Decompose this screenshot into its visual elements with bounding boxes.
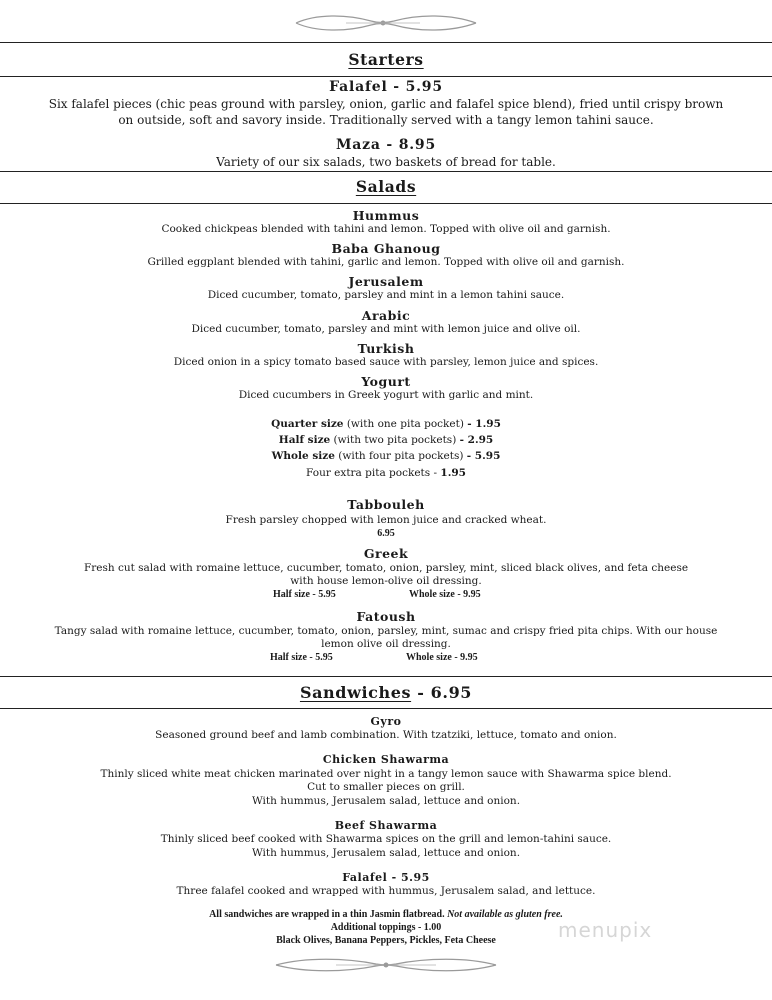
size-option-whole: Whole size (with four pita pockets) - 5.95 [271, 450, 501, 462]
item-desc-chicken-shawarma: With hummus, Jerusalem salad, lettuce and onion. [251, 795, 521, 807]
section-title-salads: Salads [355, 177, 417, 196]
bottom-ornament-icon [0, 954, 772, 980]
additional-toppings-list: Black Olives, Banana Peppers, Pickles, Feta Cheese [276, 935, 496, 946]
item-name-beef-shawarma: Beef Shawarma [334, 819, 438, 832]
item-name-gyro: Gyro [370, 715, 402, 728]
divider [0, 76, 772, 77]
item-desc-fatoush: lemon olive oil dressing. [321, 638, 451, 650]
item-name-arabic: Arabic [361, 308, 411, 323]
item-name-falafel-sandwich: Falafel - 5.95 [342, 871, 430, 884]
item-name-fatoush: Fatoush [356, 609, 416, 624]
item-desc-greek: Fresh cut salad with romaine lettuce, cucumber, tomato, onion, parsley, mint, sliced black olives, and feta cheese [83, 562, 689, 574]
item-name-greek: Greek [363, 546, 409, 561]
item-desc-turkish: Diced onion in a spicy tomato based sauce with parsley, lemon juice and spices. [173, 356, 599, 368]
item-desc-fatoush: Tangy salad with romaine lettuce, cucumber, tomato, onion, parsley, mint, sumac and crispy fried pita chips. With our house [54, 625, 718, 637]
divider [0, 676, 772, 677]
item-desc-beef-shawarma: With hummus, Jerusalem salad, lettuce and onion. [251, 847, 521, 859]
size-option-extra-pita: Four extra pita pockets - 1.95 [306, 467, 466, 479]
item-desc-hummus: Cooked chickpeas blended with tahini and lemon. Topped with olive oil and garnish. [161, 223, 611, 235]
item-price-greek-half: Half size - 5.95 [273, 589, 336, 600]
item-name-baba-ghanoug: Baba Ghanoug [331, 241, 441, 256]
section-title-sandwiches: Sandwiches - 6.95 [299, 683, 473, 702]
item-desc-baba-ghanoug: Grilled eggplant blended with tahini, garlic and lemon. Topped with olive oil and garnish. [147, 256, 625, 268]
top-ornament-icon [0, 12, 772, 38]
watermark: menupix [558, 918, 653, 942]
divider [0, 203, 772, 204]
item-desc-chicken-shawarma: Thinly sliced white meat chicken marinated over night in a tangy lemon sauce with Shawarma spice blend. [100, 768, 672, 780]
item-desc-falafel-sandwich: Three falafel cooked and wrapped with hummus, Jerusalem salad, and lettuce. [176, 885, 596, 897]
item-desc-jerusalem: Diced cucumber, tomato, parsley and mint in a lemon tahini sauce. [207, 289, 565, 301]
item-name-tabbouleh: Tabbouleh [347, 497, 425, 512]
item-name-jerusalem: Jerusalem [348, 274, 424, 289]
item-desc-gyro: Seasoned ground beef and lamb combination. With tzatziki, lettuce, tomato and onion. [155, 729, 617, 741]
item-name-chicken-shawarma: Chicken Shawarma [322, 753, 450, 766]
item-name-maza: Maza - 8.95 [335, 137, 437, 153]
item-price-greek-whole: Whole size - 9.95 [409, 589, 481, 600]
item-desc-arabic: Diced cucumber, tomato, parsley and mint with lemon juice and olive oil. [191, 323, 581, 335]
sandwich-note: All sandwiches are wrapped in a thin Jasmin flatbread. Not available as gluten free. [209, 909, 563, 920]
divider [0, 708, 772, 709]
item-desc-chicken-shawarma: Cut to smaller pieces on grill. [307, 781, 465, 793]
item-desc-falafel-starter: on outside, soft and savory inside. Traditionally served with a tangy lemon tahini sauce. [118, 113, 654, 127]
item-price-fatoush-whole: Whole size - 9.95 [406, 652, 478, 663]
item-desc-yogurt: Diced cucumbers in Greek yogurt with garlic and mint. [238, 389, 534, 401]
section-title-starters: Starters [348, 50, 424, 69]
item-name-turkish: Turkish [357, 341, 415, 356]
divider [0, 42, 772, 43]
divider [0, 171, 772, 172]
size-option-half: Half size (with two pita pockets) - 2.95 [278, 434, 494, 446]
item-desc-greek: with house lemon-olive oil dressing. [290, 575, 482, 587]
item-price-fatoush-half: Half size - 5.95 [270, 652, 333, 663]
additional-toppings-price: Additional toppings - 1.00 [330, 922, 442, 933]
item-name-falafel-starter: Falafel - 5.95 [329, 79, 443, 95]
item-desc-beef-shawarma: Thinly sliced beef cooked with Shawarma spices on the grill and lemon-tahini sauce. [160, 833, 612, 845]
item-desc-maza: Variety of our six salads, two baskets of bread for table. [216, 155, 556, 169]
item-name-hummus: Hummus [352, 208, 420, 223]
item-price-tabbouleh: 6.95 [377, 528, 395, 539]
item-desc-falafel-starter: Six falafel pieces (chic peas ground with parsley, onion, garlic and falafel spice blend), fried until crispy brown [48, 97, 724, 111]
size-option-quarter: Quarter size (with one pita pocket) - 1.95 [271, 418, 501, 430]
item-name-yogurt: Yogurt [361, 374, 411, 389]
item-desc-tabbouleh: Fresh parsley chopped with lemon juice and cracked wheat. [225, 514, 547, 526]
